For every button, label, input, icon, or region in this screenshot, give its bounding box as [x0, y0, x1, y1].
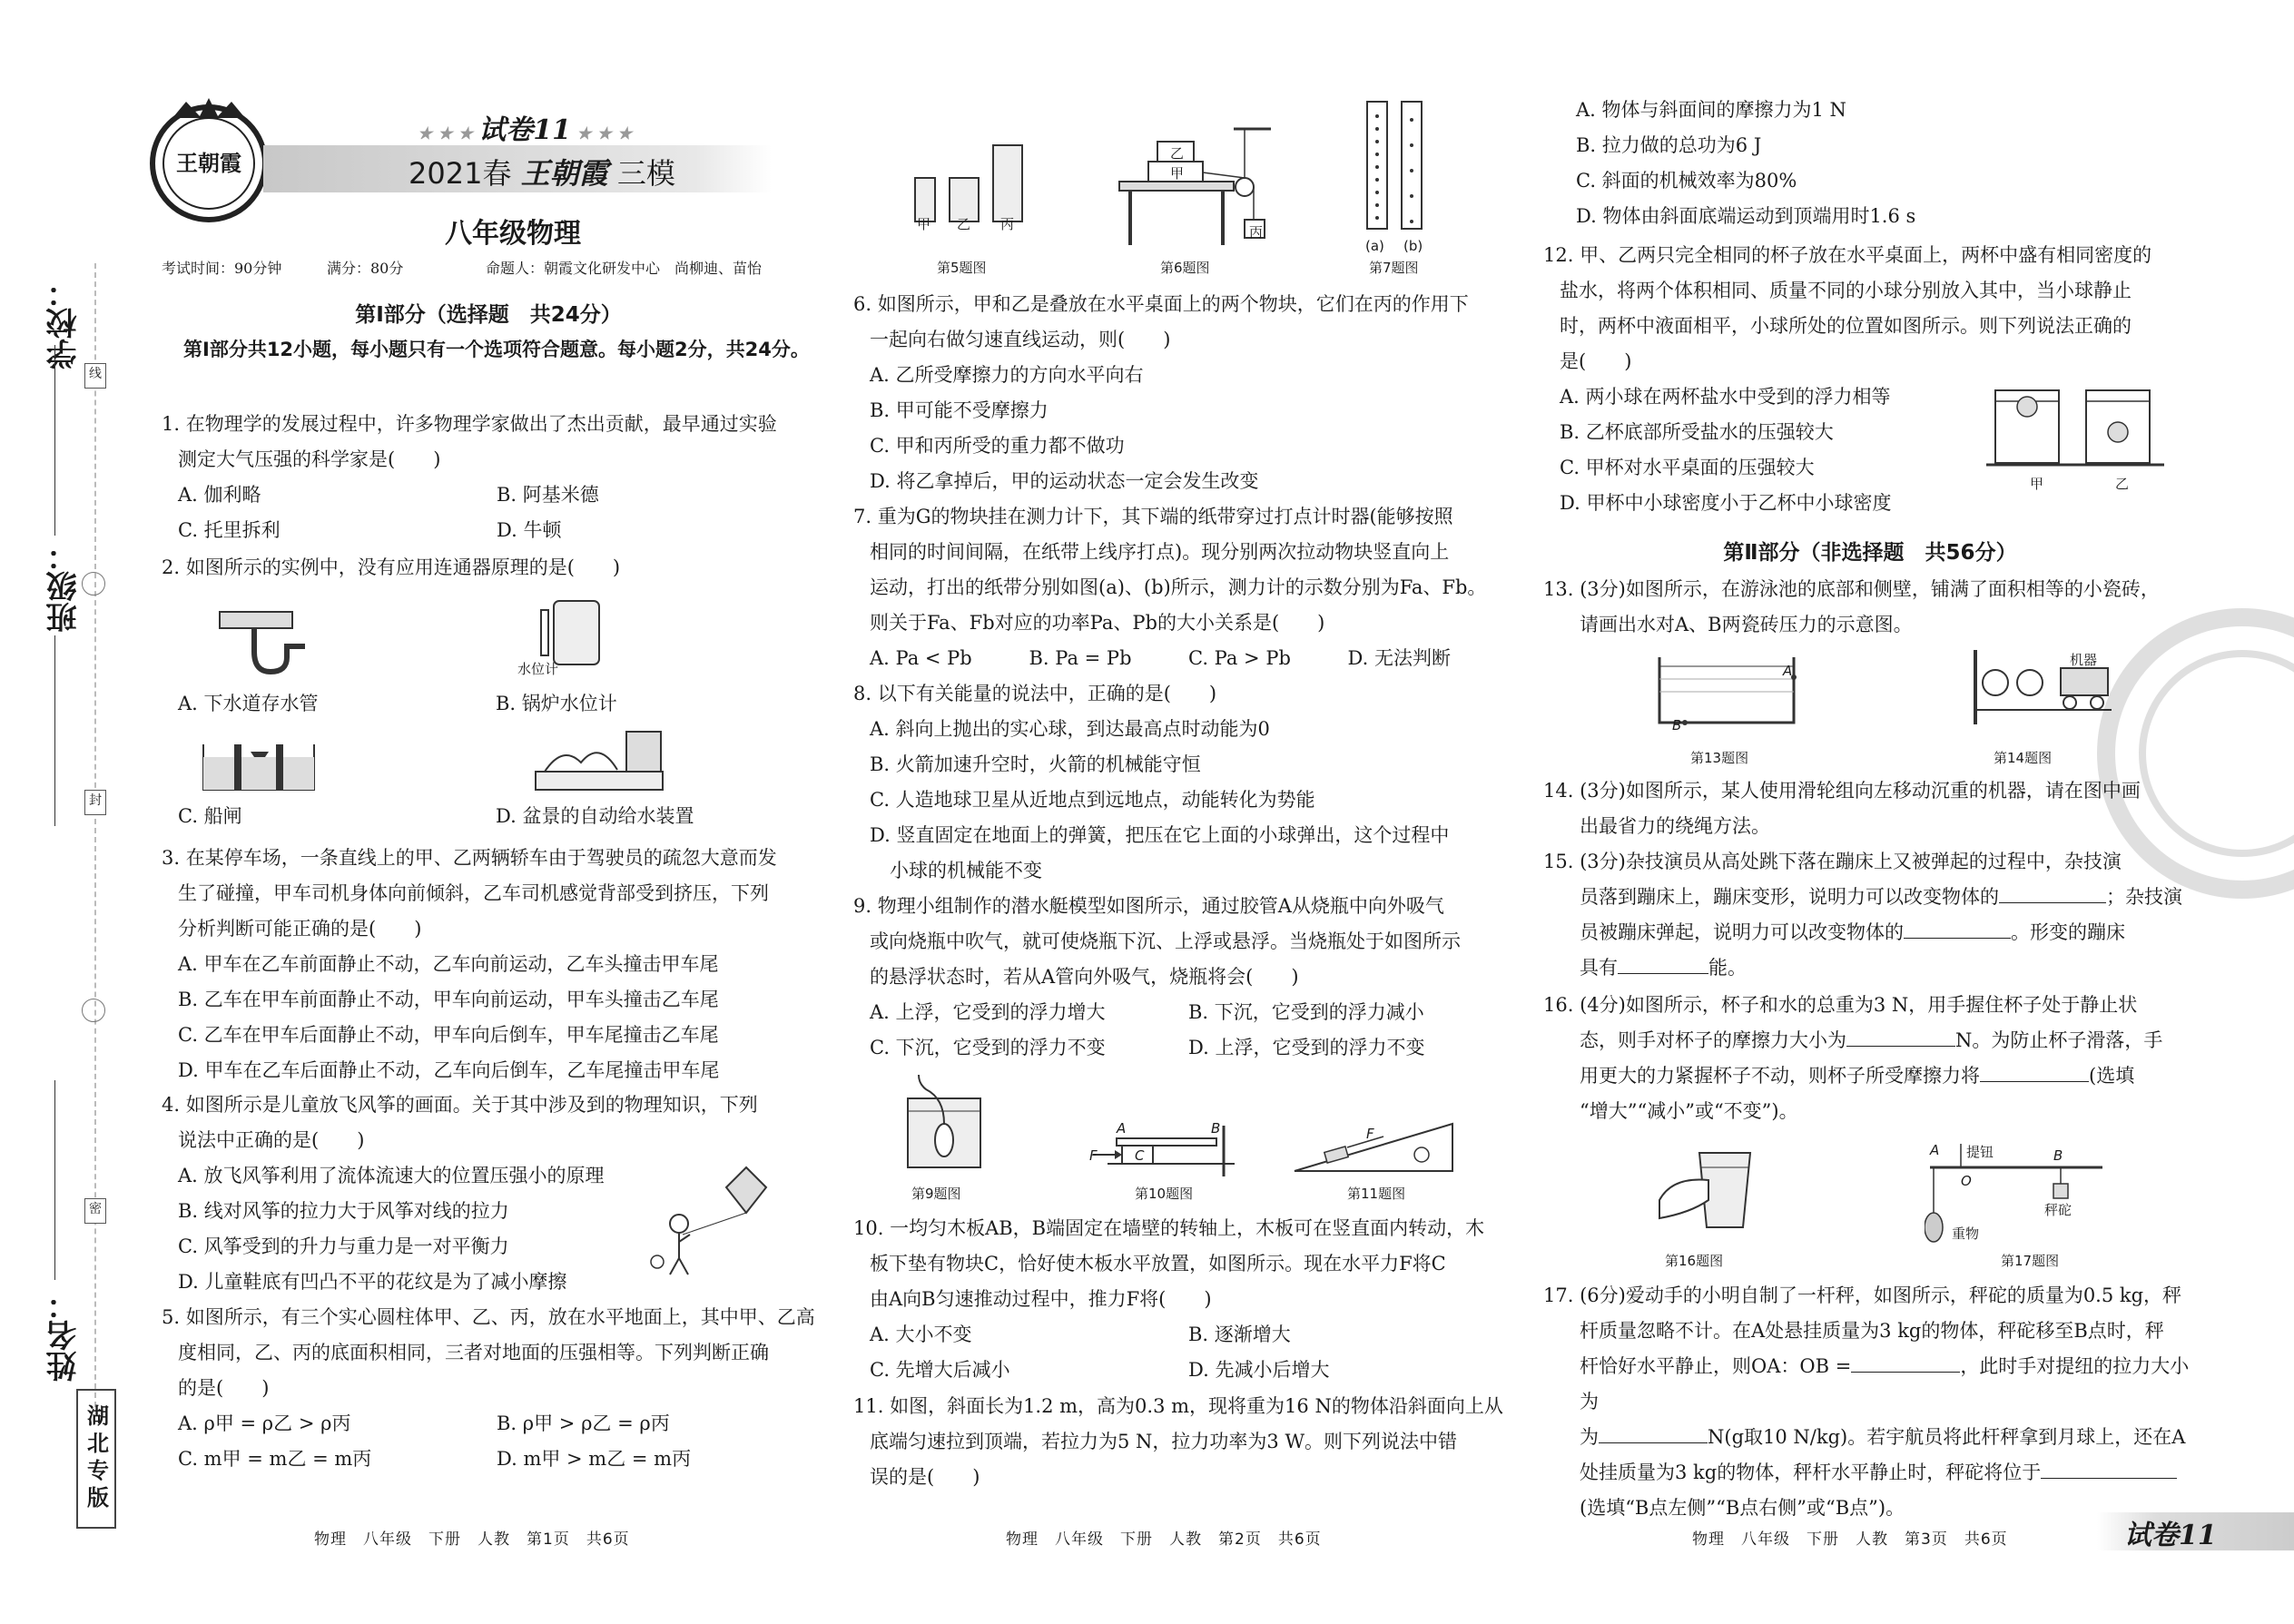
fig6-caption: 第6题图 — [1160, 260, 1210, 276]
fig5-label-jia: 甲 — [917, 216, 931, 232]
blank-17-2[interactable] — [1599, 1424, 1708, 1443]
name-label: 姓名： — [46, 1289, 83, 1382]
two-cups-figure — [1986, 381, 2168, 472]
subject-title: 八年级物理 — [445, 218, 581, 250]
question-16: 16. (4分)如图所示，杯子和水的总重为3 N，用手握住杯子处于静止状 态，则手对杯子的摩擦力大小为 N。为防止杯子滑落，手 用更大的力紧握杯子不动，则杯子所受摩擦力将 (选填 “增大”“减小”或“不变”)。 — [1543, 994, 2163, 1122]
question-7: 7. 重为G的物块挂在测力计下，其下端的纸带穿过打点计时器(能够按照 相同的时间间隔，在纸带上线序打点)。现分别两次拉动物块竖直向上 运动，打出的纸带分别如图(a)、(b)所示，测力计的示数分别为Fa、Fb。 则关于Fa、Fb对应的功率Pa、Pb的大小关系是( ) A. Pa < Pb B. Pa = Pb C. Pa > Pb D. 无法判断 — [853, 506, 1487, 669]
fig10-label-b: B — [1211, 1120, 1221, 1137]
fig17-caption: 第17题图 — [2001, 1253, 2060, 1269]
fig9-caption: 第9题图 — [911, 1186, 961, 1202]
fig5-label-yi: 乙 — [957, 216, 971, 232]
meta-score: 满分：80分 — [327, 260, 404, 277]
question-15: 15. (3分)杂技演员从高处跳下落在蹦床上又被弹起的过程中，杂技演 员落到蹦床上，蹦床变形，说明力可以改变物体的 ；杂技演 员被蹦床弹起，说明力可以改变物体的 。形变的蹦床 具有 能。 — [1543, 851, 2182, 979]
fig7-caption: 第7题图 — [1369, 260, 1419, 276]
blank-17-3[interactable] — [2041, 1460, 2177, 1479]
seal-mark-3: 密 — [84, 1198, 106, 1224]
part1-intro: 第Ⅰ部分共12小题，每小题只有一个选项符合题意。每小题2分，共24分。 — [183, 339, 810, 360]
punch-hole-1 — [82, 572, 105, 595]
plank-figure — [1089, 1124, 1244, 1178]
footer-page-2: 物理 八年级 下册 人教 第2页 共6页 — [1006, 1530, 1322, 1549]
logo-text: 王朝霞 — [176, 150, 241, 176]
bonsai-water-figure — [527, 726, 672, 799]
fig17-label-lift: 提钮 — [1966, 1144, 1994, 1160]
question-2: 2. 如图所示的实例中，没有应用连通器原理的是( ) — [162, 556, 621, 578]
fig11-caption: 第11题图 — [1347, 1186, 1406, 1202]
footer-page-1: 物理 八年级 下册 人教 第1页 共6页 — [314, 1530, 630, 1549]
question-14: 14. (3分)如图所示，某人使用滑轮组向左移动沉重的机器，请在图中画 出最省力的绕绳方法。 — [1543, 780, 2141, 837]
blank-16-1[interactable] — [1846, 1028, 1955, 1047]
submarine-model-figure — [899, 1071, 989, 1171]
fig5-label-bing: 丙 — [1000, 216, 1015, 232]
question-6: 6. 如图所示，甲和乙是叠放在水平桌面上的两个物块，它们在丙的作用下 一起向右做匀速直线运动，则( ) A. 乙所受摩擦力的方向水平向右 B. 甲可能不受摩擦力 C. 甲和丙所受的重力都不做功 D. 将乙拿掉后，甲的运动状态一定会发生改变 — [853, 293, 1469, 492]
fig7-label-b: (b) — [1403, 238, 1423, 254]
footer-tag: 试卷11 — [2124, 1520, 2217, 1551]
binding-line — [94, 263, 96, 1407]
fig13-label-b: B — [1672, 717, 1682, 733]
footer-page-3: 物理 八年级 下册 人教 第3页 共6页 — [1692, 1530, 2008, 1549]
watermark-icon — [2088, 599, 2294, 908]
question-5: 5. 如图所示，有三个实心圆柱体甲、乙、丙，放在水平地面上，其中甲、乙高 度相同，乙、丙的底面积相同，三者对地面的压强相等。下列判断正确 的是( ) A. ρ甲 = ρ乙 > ρ丙 B. ρ甲 > ρ乙 = ρ丙 C. m甲 = m乙 = m丙 D. m甲 > m乙 = m丙 — [162, 1306, 815, 1470]
school-label: 学校： — [46, 277, 83, 369]
fig13-label-a: A — [1783, 663, 1793, 679]
question-13: 13. (3分)如图所示，在游泳池的底部和侧壁，铺满了面积相等的小瓷砖， 请画出水对A、B两瓷砖压力的示意图。 — [1543, 578, 2160, 635]
fig11-label-f: F — [1366, 1126, 1374, 1142]
class-blank — [54, 635, 55, 826]
question-8: 8. 以下有关能量的说法中，正确的是( ) A. 斜向上抛出的实心球，到达最高点时动能为0 B. 火箭加速升空时，火箭的机械能守恒 C. 人造地球卫星从近地点到远地点，动能转化为势能 D. 竖直固定在地面上的弹簧，把压在它上面的小球弹出，这个过程中 小球的机械能不变 — [853, 683, 1450, 881]
fig13-caption: 第13题图 — [1690, 750, 1749, 766]
machine-label: 机器 — [2070, 652, 2098, 668]
water-gauge-label: 水位计 — [517, 661, 559, 677]
fig16-caption: 第16题图 — [1665, 1253, 1724, 1269]
question-10: 10. 一均匀木板AB，B端固定在墙壁的转轴上，木板可在竖直面内转动，木 板下垫有物块C，恰好使木板水平放置，如图所示。现在水平力F将C 由A向B匀速推动过程中，推力F将( ) A. 大小不变 B. 逐渐增大 C. 先增大后减小 D. 先减小后增大 — [853, 1217, 1485, 1381]
fig17-label-weight: 重物 — [1952, 1225, 1980, 1242]
fig17-label-o: O — [1961, 1173, 1972, 1189]
exam-title: 2021春 王朝霞 三模 — [409, 156, 675, 191]
pool-figure — [1654, 654, 1799, 726]
fig17-label-counter: 秤砣 — [2044, 1202, 2072, 1218]
q11-options: A. 物体与斜面间的摩擦力为1 N B. 拉力做的总功为6 J C. 斜面的机械效率为80% D. 物体由斜面底端运动到顶端用时1.6 s — [1576, 99, 1916, 227]
blank-16-2[interactable] — [1980, 1063, 2089, 1082]
fig10-label-a: A — [1117, 1120, 1127, 1137]
q2-options-cd: C. 船闸 D. 盆景的自动给水装置 — [178, 805, 694, 827]
school-blank — [54, 345, 55, 536]
q2-options-ab: A. 下水道存水管 B. 锅炉水位计 — [178, 693, 617, 714]
kite-child-figure — [646, 1162, 783, 1280]
fig7-label-a: (a) — [1365, 238, 1384, 254]
fig17-label-a: A — [1930, 1142, 1940, 1158]
class-label: 班级： — [46, 540, 83, 633]
meta-author: 命题人：朝霞文化研发中心 尚柳迪、苗怡 — [486, 260, 763, 277]
fig6-label-jia: 甲 — [1170, 165, 1185, 182]
meta-time: 考试时间：90分钟 — [162, 260, 282, 277]
fig10-caption: 第10题图 — [1135, 1186, 1194, 1202]
question-3: 3. 在某停车场，一条直线上的甲、乙两辆轿车由于驾驶员的疏忽大意而发 生了碰撞，甲车司机身体向前倾斜，乙车司机感觉背部受到挤压，下列 分析判断可能正确的是( ) A. 甲车在乙车前面静止不动，乙车向前运动，乙车头撞击甲车尾 B. 乙车在甲车前面静止不动，甲车向前运动，甲车头撞击乙车尾 C. 乙车在甲车后面静止不动，甲车向后倒车，甲车尾撞击乙车尾 D. 甲车在乙车后面静止不动，乙车向后倒车，乙车尾撞击甲车尾 — [162, 847, 777, 1081]
incline-figure — [1289, 1115, 1462, 1178]
ship-lock-figure — [200, 726, 318, 799]
question-9: 9. 物理小组制作的潜水艇模型如图所示，通过胶管A从烧瓶中向外吸气 或向烧瓶中吹气，就可使烧瓶下沉、上浮或悬浮。当烧瓶处于如图所示 的悬浮状态时，若从A管向外吸气，烧瓶将会( ) A. 上浮，它受到的浮力增大 B. 下沉，它受到的浮力减小 C. 下沉，它受到的浮力不变 D. 上浮，它受到的浮力不变 — [853, 895, 1461, 1058]
blank-15-3[interactable] — [1618, 955, 1708, 974]
seal-mark-1: 线 — [84, 363, 106, 389]
question-12: 12. 甲、乙两只完全相同的杯子放在水平桌面上，两杯中盛有相同密度的 盐水，将两个体积相同、质量不同的小球分别放入其中，当小球静止 时，两杯中液面相平，小球所处的位置如图所示。则下列说法正确的 是( ) A. 两小球在两杯盐水中受到的浮力相等 B. 乙杯底部所受盐水的压强较大 C. 甲杯对水平桌面的压强较大 D. 甲杯中小球密度小于乙杯中小球密度 — [1543, 244, 2152, 514]
fig17-label-b: B — [2053, 1147, 2063, 1164]
fig12-label-yi: 乙 — [2115, 476, 2130, 492]
name-blank — [54, 1080, 55, 1280]
hand-cup-figure — [1654, 1146, 1781, 1236]
question-17: 17. (6分)爱动手的小明自制了一杆秤，如图所示，秤砣的质量为0.5 kg，秤 杆质量忽略不计。在A处悬挂质量为3 kg的物体，秤砣移至B点时，秤 杆恰好水平静止，则OA：OB = ，此时手对提纽的拉力大小为 为 N(g取10 N/kg)。若宇航员将此杆秤拿到月球上，还在A 处挂质量为3 kg的物体，秤杆水平静止时，秤砣将位于 (选填“B点左侧”“B点右侧”或“B点”)。 — [1543, 1284, 2190, 1519]
fig12-label-jia: 甲 — [2030, 476, 2044, 492]
blank-17-1[interactable] — [1851, 1353, 1960, 1373]
seal-mark-2: 封 — [84, 790, 106, 815]
drain-pipe-figure — [218, 606, 309, 688]
fig6-label-yi: 乙 — [1170, 145, 1185, 162]
fig10-label-f: F — [1089, 1147, 1098, 1164]
part1-title: 第Ⅰ部分（选择题 共24分） — [355, 303, 622, 327]
punch-hole-2 — [82, 999, 105, 1022]
fig6-label-bing: 丙 — [1249, 224, 1264, 241]
fig14-caption: 第14题图 — [1994, 750, 2053, 766]
part2-title: 第Ⅱ部分（非选择题 共56分） — [1723, 541, 2017, 565]
fig5-caption: 第5题图 — [937, 260, 987, 276]
fig10-label-c: C — [1135, 1147, 1145, 1164]
question-4: 4. 如图所示是儿童放飞风筝的画面。关于其中涉及到的物理知识，下列 说法中正确的是( ) A. 放飞风筝利用了流体流速大的位置压强小的原理 B. 线对风筝的拉力大于风筝对线的拉力 C. 风筝受到的升力与重力是一对平衡力 D. 儿童鞋底有凹凸不平的花纹是为了减小摩擦 — [162, 1094, 758, 1293]
question-11: 11. 如图，斜面长为1.2 m，高为0.3 m，现将重为16 N的物体沿斜面向上从 底端匀速拉到顶端，若拉力为5 N，拉力功率为3 W。则下列说法中错 误的是( ) — [853, 1395, 1503, 1488]
question-1: 1. 在物理学的发展过程中，许多物理学家做出了杰出贡献，最早通过实验 测定大气压强的科学家是( ) A. 伽利略 B. 阿基米德 C. 托里拆利 D. 牛顿 — [162, 413, 777, 541]
tape-figure — [1362, 98, 1434, 234]
blank-15-2[interactable] — [1904, 920, 2011, 939]
series-tag: ★ ★ ★ 试卷11 ★ ★ ★ — [418, 114, 633, 146]
edition-box: 湖北专版 — [76, 1389, 116, 1529]
